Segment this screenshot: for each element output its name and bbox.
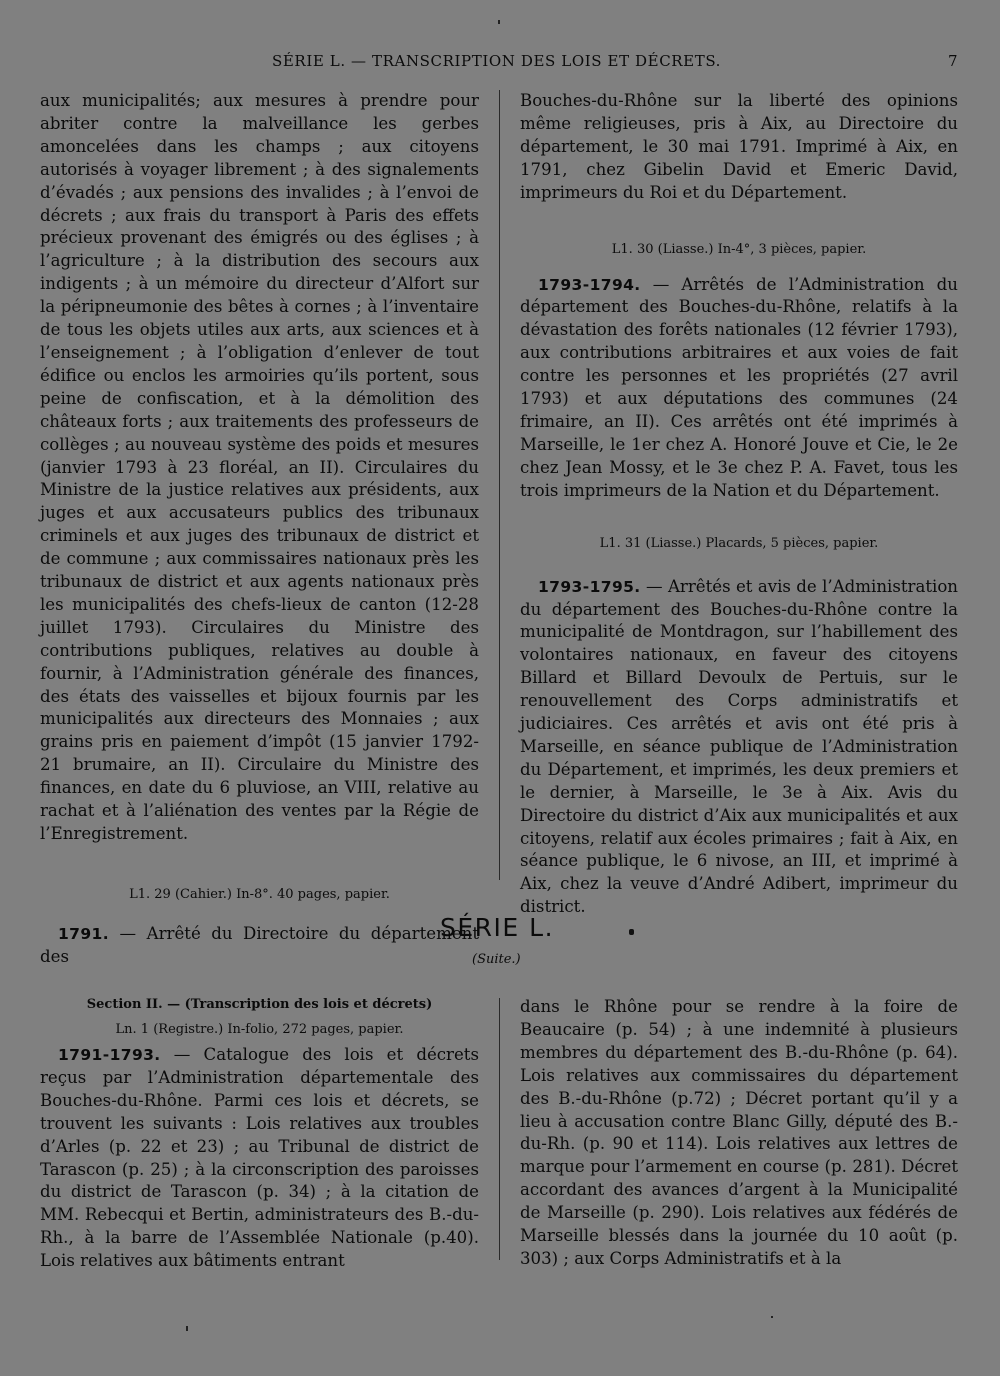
column-divider-upper bbox=[499, 90, 500, 880]
entry-date: 1791. bbox=[58, 924, 110, 943]
entry-text: — Arrêté du Directoire du département des bbox=[40, 923, 479, 966]
archive-reference: L1. 29 (Cahier.) In-8°. 40 pages, papier. bbox=[129, 886, 390, 902]
scan-speck bbox=[498, 20, 500, 24]
archive-reference: L1. 31 (Liasse.) Placards, 5 pièces, papier. bbox=[599, 535, 879, 551]
lower-right-column bbox=[520, 996, 958, 1271]
series-heading: SÉRIE L. bbox=[440, 913, 555, 942]
entry-date: 1793-1794. bbox=[538, 275, 641, 294]
entry-date: 1791-1793. bbox=[58, 1046, 161, 1064]
entry-text: — Catalogue des lois et décrets reçus par l’Administration départementale des Bouches-du-Rhône. Parmi ces lois et décrets, se trouvent les suivants : Lois relatives aux troubles d’Arles (p. 22 et 23) ; au Tribunal de district de Tarascon (p. 25) ; à la circonscription des paroisses du district de Tarascon (p. 34) ; à la citation de MM. Rebecqui et Bertin, administrateurs des B.-du-Rh., à la barre de l’Assemblée Nationale (p.40). Lois relatives aux bâtiments entrant bbox=[40, 1045, 479, 1271]
scan-speck bbox=[771, 1316, 773, 1318]
upper-right-column bbox=[520, 90, 958, 919]
archive-reference: Ln. 1 (Registre.) In-folio, 272 pages, papier. bbox=[115, 1022, 404, 1037]
continuation-paragraph: Bouches-du-Rhône sur la liberté des opinions même religieuses, pris à Aix, au Directoire du département, le 30 mai 1791. Imprimé à Aix, en 1791, chez Gibelin David et Emeric David, imprimeurs du Roi et du Département. bbox=[520, 91, 958, 202]
continuation-paragraph: dans le Rhône pour se rendre à la foire de Beaucaire (p. 54) ; à une indemnité à plusieurs membres du département des B.-du-Rhône (p. 64). Lois relatives aux commissaires du département des B.-du-Rhône (p.72) ; Décret portant qu’il y a lieu à accusation contre Blanc Gilly, député des B.-du-Rh. (p. 90 et 114). Lois relatives aux lettres de marque pour l’armement en course (p. 281). Décret accordant des avances d’argent à la Municipalité de Marseille (p. 290). Lois relatives aux fédérés de Marseille blessés dans la journée du 10 août (p. 303) ; aux Corps Administratifs et à la bbox=[520, 997, 958, 1268]
section-title: Section II. — (Transcription des lois et décrets) bbox=[86, 997, 433, 1012]
entry-text: — Arrêtés et avis de l’Administration du département des Bouches-du-Rhône contre la municipalité de Montdragon, sur l’habillement des volontaires nationaux, en faveur des citoyens Billard et Billard Devoulx de Pertuis, sur le renouvellement des Corps administratifs et judiciaires. Ces arrêtés et avis ont été pris à Marseille, en séance publique de l’Administration du Département, et imprimés, les deux premiers et le dernier, à Marseille, le 3e à Aix. Avis du Directoire du district d’Aix aux municipalités et aux citoyens, relatif aux écoles primaires ; fait à Aix, en séance publique, le 6 nivose, an III, et imprimé à Aix, chez la veuve d’André Adibert, imprimeur du district. bbox=[520, 576, 958, 917]
entry-paragraph bbox=[40, 1044, 479, 1273]
column-divider-lower bbox=[499, 998, 500, 1260]
upper-left-column bbox=[40, 90, 479, 969]
page-number: 7 bbox=[948, 52, 958, 70]
entry-paragraph bbox=[520, 274, 958, 503]
entry-date: 1793-1795. bbox=[538, 577, 641, 596]
entry-text: — Arrêtés de l’Administration du département des Bouches-du-Rhône, relatifs à la dévastation des forêts nationales (12 février 1793), aux contributions arbitraires et aux voies de fait contre les personnes et les propriétés (27 avril 1793) et aux députations des communes (24 frimaire, an II). Ces arrêtés ont été imprimés à Marseille, le 1er chez A. Honoré Jouve et Cie, le 2e chez Jean Mossy, et le 3e chez P. A. Favet, tous les trois imprimeurs de la Nation et du Département. bbox=[520, 274, 958, 500]
scan-speck bbox=[186, 1326, 188, 1331]
entry-paragraph bbox=[520, 576, 958, 920]
series-subheading: (Suite.) bbox=[472, 952, 521, 967]
running-header bbox=[0, 52, 1000, 76]
ink-dot bbox=[629, 929, 634, 935]
running-title: SÉRIE L. — TRANSCRIPTION DES LOIS ET DÉCRETS. bbox=[272, 52, 722, 70]
entry-paragraph bbox=[40, 923, 479, 969]
continuation-paragraph: aux municipalités; aux mesures à prendre pour abriter contre la malveillance les gerbes amoncelées dans les champs ; aux citoyens autorisés à voyager librement ; à des signalements d’évadés ; aux pensions des invalides ; à l’envoi de décrets ; aux frais du transport à Paris des effets précieux provenant des émigrés ou des églises ; à l’agriculture ; à la distribution des secours aux indigents ; à un mémoire du directeur d’Alfort sur la péripneumonie des bêtes à cornes ; à l’inventaire de tous les objets utiles aux arts, aux sciences et à l’enseignement ; à l’obligation d’enlever de tout édifice ou enclos les armoiries qu’ils portent, sous peine de confiscation, et à la démolition des châteaux forts ; aux traitements des professeurs de collèges ; au nouveau système des poids et mesures (janvier 1793 à 23 floréal, an II). Circulaires du Ministre de la justice relatives aux présidents, aux juges et aux accusateurs publics des tribunaux criminels et aux juges des tribunaux de district et de commune ; aux commissaires nationaux près les tribunaux de district et aux agents nationaux près les municipalités des chefs-lieux de canton (12-28 juillet 1793). Circulaires du Ministre des contributions publiques, relatives au double à fournir, à l’Administration générale des finances, des états des vaisselles et bijoux fournis par les municipalités aux directeurs des Monnaies ; aux grains pris en paiement d’impôt (15 janvier 1792-21 brumaire, an II). Circulaire du Ministre des finances, en date du 6 pluviose, an VIII, relative au rachat et à l’aliénation des ventes par la Régie de l’Enregistrement. bbox=[40, 91, 479, 843]
archive-reference: L1. 30 (Liasse.) In-4°, 3 pièces, papier. bbox=[611, 241, 867, 257]
lower-left-column bbox=[40, 996, 479, 1273]
